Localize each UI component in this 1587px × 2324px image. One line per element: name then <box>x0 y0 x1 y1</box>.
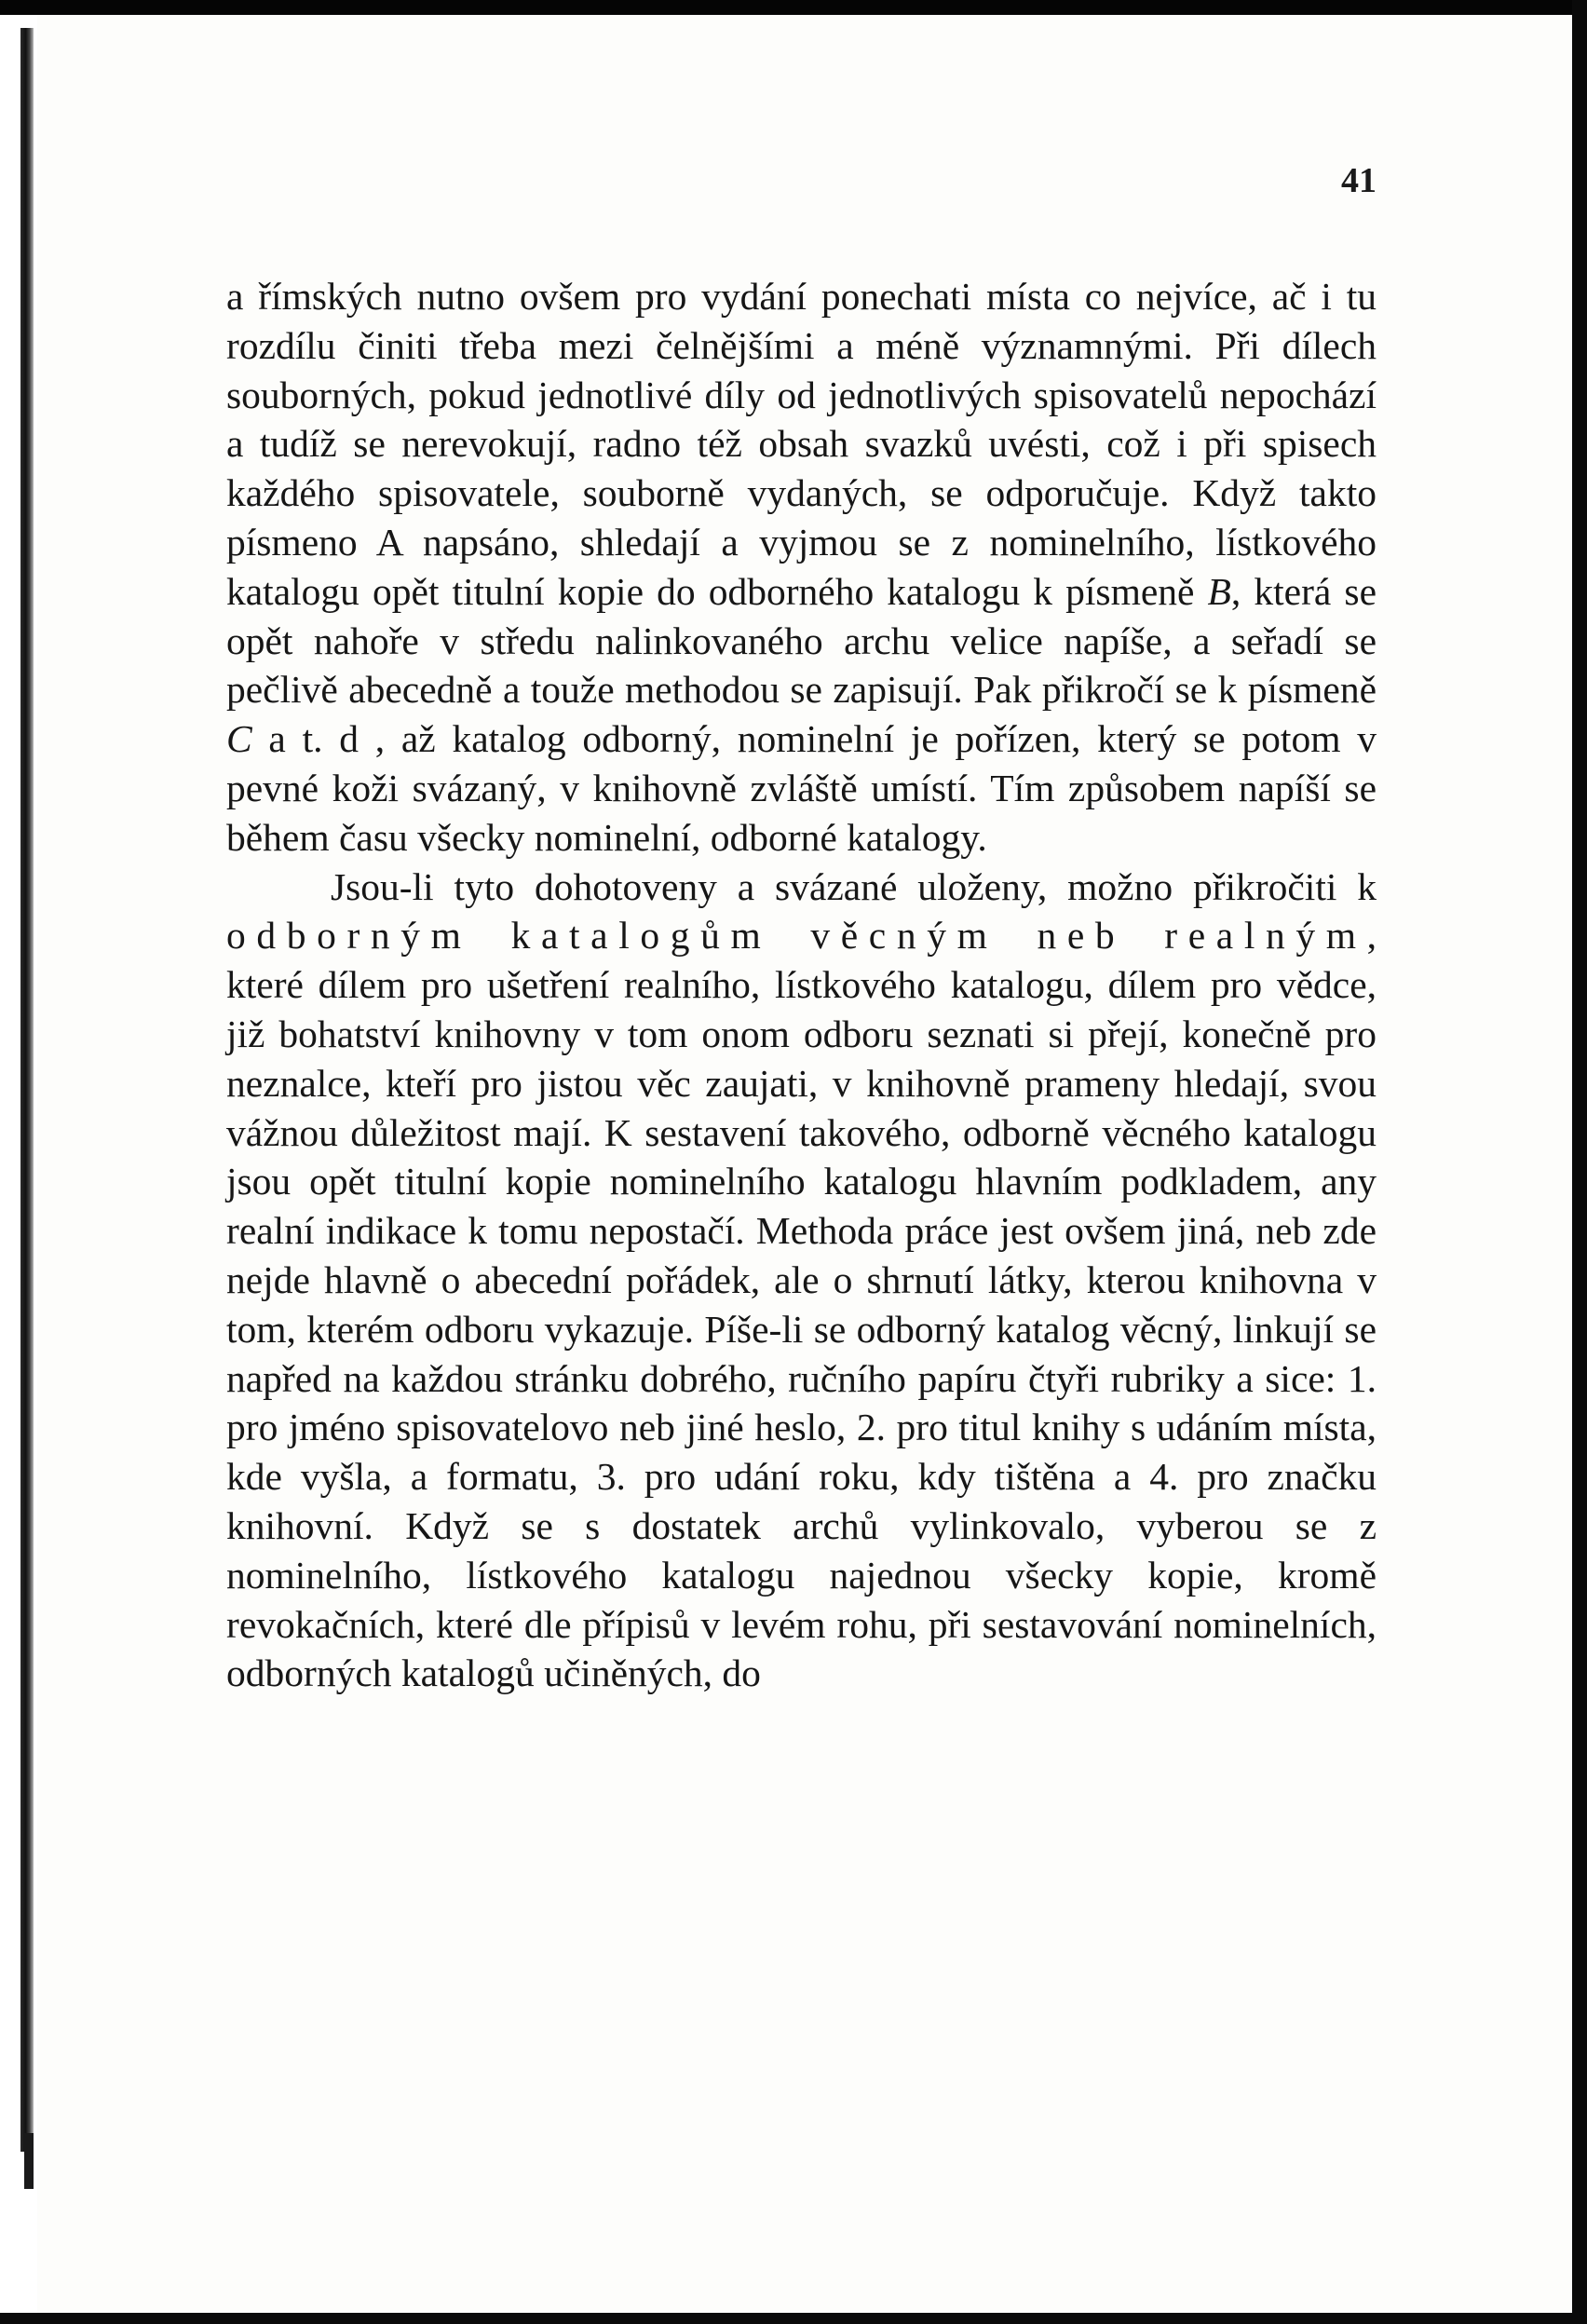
scan-border-bottom <box>0 2313 1587 2324</box>
page-body-text <box>226 272 1377 1698</box>
italic-letter-b: B <box>1207 569 1231 613</box>
italic-letter-c: C <box>226 717 252 761</box>
spaced-emphasis-term: odborným katalogům věcným neb realným <box>226 914 1367 958</box>
page-number: 41 <box>1341 161 1377 200</box>
paragraph-2-text-b: , které dílem pro ušetření realního, lístkového katalogu, dílem pro vědce, již bohatství knihovny v tom onom odboru seznati si přejí, konečně pro neznalce, kteří pro jistou věc zaujati, v knihovně prameny hledají, svou vážnou důležitost mají. K sestavení takového, odborně věcného katalogu jsou opět titulní kopie nominelního katalogu hlavním podkladem, any realní indikace k tomu nepostačí. Methoda práce jest ovšem jiná, neb zde nejde hlavně o abecední pořádek, ale o shrnutí látky, kterou knihovna v tom, kterém odboru vykazuje. Píše-li se odborný katalog věcný, linkují se napřed na každou stránku dobrého, ručního papíru čtyři rubriky a sice: 1. pro jméno spisovatelovo neb jiné heslo, 2. pro titul knihy s udáním místa, kde vyšla, a formatu, 3. pro udání roku, kdy tištěna a 4. pro značku knihovní. Když se s dostatek archů vylinkovalo, vyberou se z nominelního, lístkového katalogu najednou všecky kopie, kromě revokačních, které dle přípisů v levém rohu, při sestavování nominelních, odborných katalogů učiněných, do <box>226 914 1377 1695</box>
paragraph-2 <box>226 863 1377 1699</box>
paragraph-2-text-a: Jsou-li tyto dohotoveny a svázané uloženy, možno přikročiti k <box>331 864 1377 908</box>
scan-border-right <box>1572 0 1587 2324</box>
paragraph-1-text-c: a t. d , až katalog odborný, nominelní je pořízen, který se potom v pevné koži svázaný, v knihovně zvláště umístí. Tím způsobem napíší se během času všecky nominelní, odborné katalogy. <box>226 717 1377 859</box>
paragraph-1-text-a: a římských nutno ovšem pro vydání ponechati místa co nejvíce, ač i tu rozdílu činiti třeba mezi čelnějšími a méně významnými. Při dílech souborných, pokud jednotlivé díly od jednotlivých spisovatelů nepochází a tudíž se nerevokují, radno též obsah svazků uvésti, což i při spisech každého spisovatele, souborně vydaných, se odporučuje. Když takto písmeno A napsáno, shledají a vyjmou se z nominelního, lístkového katalogu opět titulní kopie do odborného katalogu k písmeně <box>226 275 1377 613</box>
paragraph-1-text-b: , která se opět nahoře v středu nalinkovaného archu velice napíše, a seřadí se pečlivě abecedně a touže methodou se zapisují. Pak přikročí se k písmeně <box>226 569 1377 712</box>
book-spine-edge <box>20 28 34 2152</box>
scan-border-top <box>0 0 1587 15</box>
paragraph-1 <box>226 272 1377 863</box>
book-spine-tip <box>24 2133 34 2189</box>
